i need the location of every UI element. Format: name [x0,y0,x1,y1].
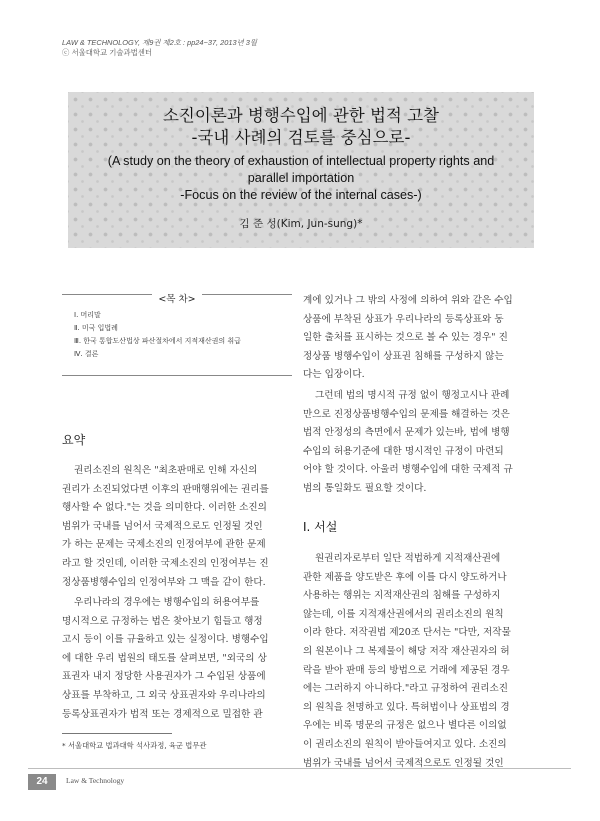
text-line: 이 권리소진의 원칙이 받아들여지고 있다. 소진의 [303,738,507,750]
intro-paragraph [303,550,511,773]
text-line: 관한 제품을 양도받은 후에 이를 다시 양도하거나 [303,571,507,583]
journal-citation: LAW & TECHNOLOGY, 제9권 제2호 : pp24~37, 2013년 3월 [62,38,258,47]
right-column-paragraph-1 [303,292,513,385]
text-line: 고시 등이 이를 규율하고 있는 실정이다. 병행수입 [62,634,269,646]
text-line: 정상품병행수입의 인정여부와 그 맥을 같이 한다. [62,576,266,588]
footnote-divider [62,733,172,734]
text-line: 일한 출처를 표시하는 것으로 볼 수 있는 경우" 진 [303,332,508,344]
abstract-paragraph-2 [62,594,269,724]
text-line: 우리나라의 경우에는 병행수입의 허용여부를 [74,597,260,608]
toc-item: Ⅱ. 미국 입법례 [74,324,118,332]
toc-item: Ⅳ. 결론 [74,350,99,358]
title-korean-subtitle: -국내 사례의 검토를 중심으로- [191,128,411,147]
text-line: 범위가 국내를 넘어서 국제적으로도 인정될 것인 [303,757,504,769]
title-english-line-1: (A study on the theory of exhaustion of intellectual property rights and [107,154,495,168]
title-english-line-3: -Focus on the review of the internal cases-) [180,188,422,202]
text-line: 권리소진의 원칙은 "최초판매로 인해 자신의 [74,465,258,476]
toc-list [74,309,241,361]
text-line: 의 원칙을 천명하고 있다. 특허법이나 상표법의 경 [303,701,510,713]
text-line: 권리가 소진되었다면 이후의 판매행위에는 권리를 [62,483,269,495]
text-line: 가 하는 문제는 국제소진의 인정여부에 관한 문제 [62,539,266,551]
text-line: 원권리자로부터 일단 적법하게 지적재산권에 [315,553,501,564]
text-line: 의 원본이나 그 복제물이 해당 저작 재산권자의 허 [303,645,510,657]
text-line: 표권자 내지 정당한 사용권자가 그 수입된 상품에 [62,671,266,683]
text-line: 않는데, 이를 지적재산권에서의 권리소진의 원칙 [303,608,504,620]
text-line: 어야 할 것이다. 아울러 병행수입에 대한 국제적 규 [303,464,513,476]
footer-journal-name: Law & Technology [66,776,125,785]
toc-heading: <목 차> [152,294,201,305]
text-line: 등록상표권자가 법적 또는 경제적으로 밀접한 관 [62,708,263,720]
abstract-heading: 요약 [62,433,86,447]
text-line: 라고 할 것인데, 이러한 국제소진의 인정여부는 진 [62,557,269,569]
text-line: 그런데 법의 명시적 규정 없이 행정고시나 관례 [315,390,510,401]
author-name: 김 준 성(Kim, Jun-sung)* [239,218,363,230]
text-line: 상표를 부착하고, 그 외국 상표권자와 우리나라의 [62,689,266,701]
title-block [68,92,534,248]
text-line: 다는 입장이다. [303,369,365,381]
text-line: 법적 안정성의 측면에서 문제가 있는바, 법에 병행 [303,427,510,439]
footer-divider [28,768,571,769]
abstract-paragraph-1 [62,462,269,592]
text-line: 수입의 허용기준에 대한 명시적인 규정이 마련되 [303,445,504,457]
text-line: 상품에 부착된 상표가 우리나라의 등록상표와 동 [303,313,504,325]
text-line: 에는 그러하지 아니하다."라고 규정하여 권리소진 [303,683,509,695]
text-line: 락을 받아 판매 등의 방법으로 거래에 제공된 경우 [303,664,510,676]
section-heading-intro: Ⅰ. 서설 [303,520,338,534]
text-line: 명시적으로 규정하는 법은 찾아보기 힘들고 행정 [62,615,263,627]
journal-header [62,38,257,58]
text-line: 범위가 국내를 넘어서 국제적으로도 인정될 것인 [62,520,263,532]
text-line: 정상품 병행수입이 상표권 침해를 구성하지 않는 [303,350,504,362]
toc-item: Ⅲ. 한국 통합도산법상 파산절차에서 지적재산권의 취급 [74,337,241,345]
text-line: 계에 있거나 그 밖의 사정에 의하여 위와 같은 수입 [303,295,513,306]
right-column-paragraph-2 [303,387,513,499]
title-english-line-2: parallel importation [247,171,355,185]
publisher-line: ⓒ 서울대학교 기술과법센터 [62,48,153,57]
title-korean-main: 소진이론과 병행수입에 관한 법적 고찰 [162,106,439,125]
toc-item: Ⅰ. 머리말 [74,311,101,319]
text-line: 사용하는 행위는 지적재산권의 침해를 구성하지 [303,590,501,602]
footnote: * 서울대학교 법과대학 석사과정, 육군 법무관 [62,741,207,750]
text-line: 이라 한다. 저작권법 제20조 단서는 "다만, 저작물 [303,627,511,639]
table-of-contents [62,294,292,376]
text-line: 범의 통일화도 필요할 것이다. [303,482,427,494]
text-line: 행사할 수 없다."는 것을 의미한다. 이러한 소진의 [62,502,267,514]
text-line: 만으로 진정상품병행수입의 문제를 해결하는 것은 [303,408,510,420]
text-line: 우에는 비록 명문의 규정은 없으나 별다른 이의없 [303,720,507,732]
text-line: 에 대한 우리 법원의 태도를 살펴보면, "외국의 상 [62,652,267,664]
page-number: 24 [28,774,56,790]
